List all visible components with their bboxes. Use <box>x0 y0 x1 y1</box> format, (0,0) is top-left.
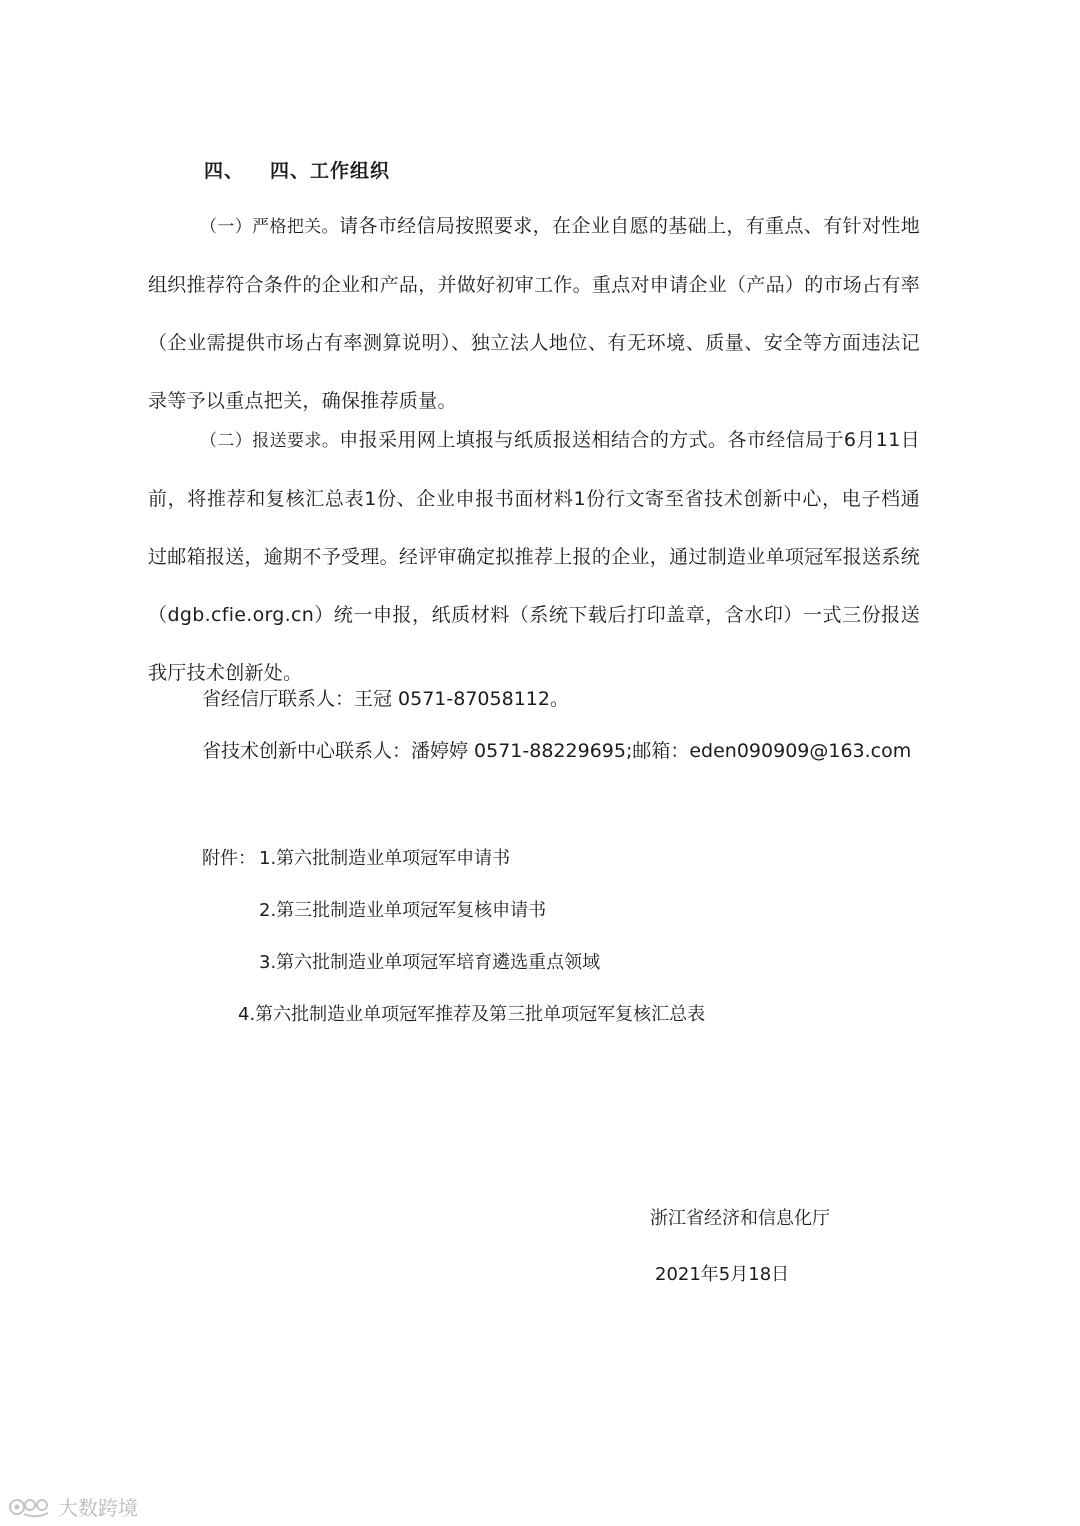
paragraph-submission-requirements <box>148 411 920 702</box>
attachment-item: 2.第三批制造业单项冠军复核申请书 <box>259 900 547 921</box>
section-title: 四、工作组织 <box>270 160 391 182</box>
attachment-item: 1.第六批制造业单项冠军申请书 <box>259 848 511 869</box>
contact-provincial-bureau: 省经信厅联系人：王冠 0571-87058112。 <box>202 688 569 710</box>
contact-innovation-center: 省技术创新中心联系人：潘婷婷 0571-88229695;邮箱：eden090909@163.com <box>202 740 912 762</box>
watermark-text: 大数跨境 <box>58 1496 138 1520</box>
paragraph-lead: （二）报送要求。 <box>200 431 340 451</box>
attachment-item: 3.第六批制造业单项冠军培育遴选重点领域 <box>259 952 601 973</box>
issue-date: 2021年5月18日 <box>655 1264 790 1285</box>
kuaishou-like-logo-icon <box>8 1495 54 1519</box>
attachment-item: 4.第六批制造业单项冠军推荐及第三批单项冠军复核汇总表 <box>238 1004 706 1025</box>
section-heading <box>204 156 390 183</box>
section-number: 四、 <box>204 160 245 182</box>
paragraph-lead: （一）严格把关。 <box>200 217 339 237</box>
watermark <box>8 1492 138 1521</box>
attachments-label: 附件： <box>202 848 256 869</box>
paragraph-body: 请各市经信局按照要求，在企业自愿的基础上，有重点、有针对性地组织推荐符合条件的企业和产品，并做好初审工作。重点对申请企业（产品）的市场占有率（企业需提供市场占有率测算说明）、独立法人地位、有无环境、质量、安全等方面违法记录等予以重点把关，确保推荐质量。 <box>148 215 921 412</box>
paragraph-body: 申报采用网上填报与纸质报送相结合的方式。各市经信局于6月11日前，将推荐和复核汇总表1份、企业申报书面材料1份行文寄至省技术创新中心，电子档通过邮箱报送，逾期不予受理。经评审确定拟推荐上报的企业，通过制造业单项冠军报送系统（dgb.cfie.org.cn）统一申报，纸质材料（系统下载后打印盖章，含水印）一式三份报送我厅技术创新处。 <box>148 429 921 684</box>
issuing-organization: 浙江省经济和信息化厅 <box>650 1208 830 1229</box>
paragraph-strict-review <box>148 197 920 430</box>
